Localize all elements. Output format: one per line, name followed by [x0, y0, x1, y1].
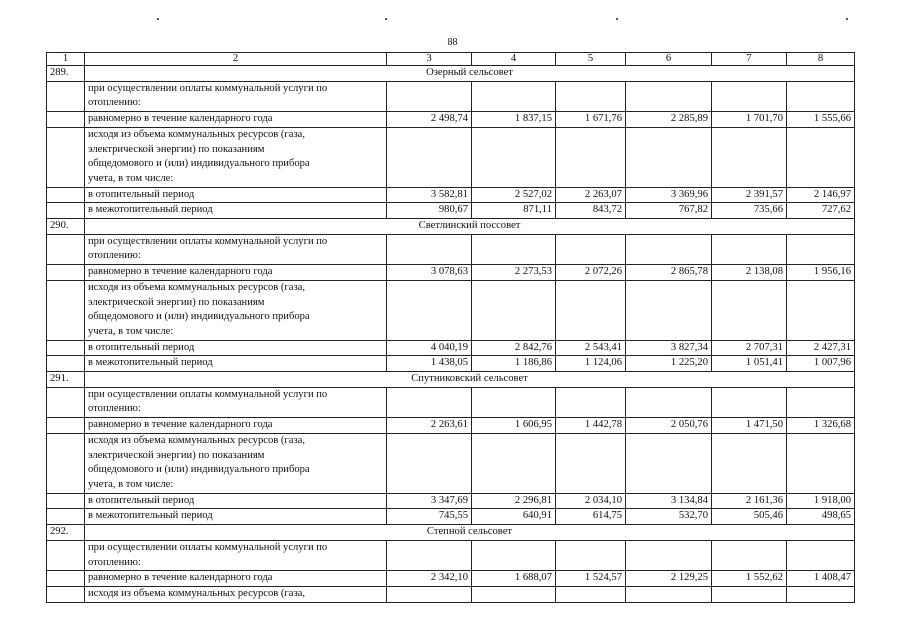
- table-row: [47, 81, 855, 111]
- value-cell: 1 007,96: [787, 356, 855, 372]
- table-row: [47, 433, 855, 493]
- value-cell: 1 524,57: [556, 571, 626, 587]
- row-index-cell: [47, 586, 85, 602]
- value-cell: 3 078,63: [387, 265, 472, 281]
- value-cell: [556, 387, 626, 417]
- section-name: Озерный сельсовет: [85, 66, 855, 82]
- value-cell: [387, 387, 472, 417]
- row-label: в межотопительный период: [85, 509, 387, 525]
- section-name: Спутниковский сельсовет: [85, 372, 855, 388]
- section-index: 289.: [47, 66, 85, 82]
- value-cell: [387, 127, 472, 187]
- value-cell: 1 051,41: [712, 356, 787, 372]
- row-index-cell: [47, 418, 85, 434]
- row-label: при осуществлении оплаты коммунальной услуги по отоплению:: [85, 81, 387, 111]
- value-cell: 614,75: [556, 509, 626, 525]
- table-row: [47, 356, 855, 372]
- row-index-cell: [47, 127, 85, 187]
- value-cell: [787, 127, 855, 187]
- value-cell: 2 034,10: [556, 493, 626, 509]
- value-cell: [712, 234, 787, 264]
- section-header-row: [47, 66, 855, 82]
- row-index-cell: [47, 340, 85, 356]
- value-cell: 1 225,20: [626, 356, 712, 372]
- value-cell: [472, 234, 556, 264]
- value-cell: 727,62: [787, 203, 855, 219]
- tariff-table: [46, 52, 855, 603]
- row-index-cell: [47, 356, 85, 372]
- page-number: 88: [447, 37, 458, 48]
- value-cell: 1 471,50: [712, 418, 787, 434]
- section-name: Светлинский поссовет: [85, 219, 855, 235]
- column-header: 5: [556, 53, 626, 66]
- table-row: [47, 127, 855, 187]
- scan-dot: [846, 18, 848, 20]
- value-cell: [556, 280, 626, 340]
- row-index-cell: [47, 112, 85, 128]
- row-index-cell: [47, 433, 85, 493]
- row-label: исходя из объема коммунальных ресурсов (газа,: [85, 586, 387, 602]
- table-row: [47, 540, 855, 570]
- scan-dot: [616, 18, 618, 20]
- value-cell: [712, 127, 787, 187]
- value-cell: 2 427,31: [787, 340, 855, 356]
- value-cell: [387, 433, 472, 493]
- row-label: в межотопительный период: [85, 203, 387, 219]
- value-cell: 1 956,16: [787, 265, 855, 281]
- scan-dot: [385, 18, 387, 20]
- row-index-cell: [47, 187, 85, 203]
- value-cell: [787, 387, 855, 417]
- value-cell: 2 527,02: [472, 187, 556, 203]
- value-cell: 1 671,76: [556, 112, 626, 128]
- value-cell: 3 369,96: [626, 187, 712, 203]
- value-cell: 532,70: [626, 509, 712, 525]
- value-cell: 505,46: [712, 509, 787, 525]
- value-cell: 1 326,68: [787, 418, 855, 434]
- value-cell: 2 842,76: [472, 340, 556, 356]
- column-header: 3: [387, 53, 472, 66]
- row-label: при осуществлении оплаты коммунальной услуги по отоплению:: [85, 540, 387, 570]
- row-label: равномерно в течение календарного года: [85, 112, 387, 128]
- value-cell: [472, 586, 556, 602]
- value-cell: 3 134,84: [626, 493, 712, 509]
- row-index-cell: [47, 234, 85, 264]
- value-cell: [626, 540, 712, 570]
- value-cell: [626, 433, 712, 493]
- table-row: [47, 418, 855, 434]
- value-cell: 2 050,76: [626, 418, 712, 434]
- row-label: исходя из объема коммунальных ресурсов (газа, электрической энергии) по показаниям общедомового и (или) индивидуального прибора учета, в том числе:: [85, 280, 387, 340]
- value-cell: [472, 280, 556, 340]
- value-cell: 3 827,34: [626, 340, 712, 356]
- value-cell: 2 342,10: [387, 571, 472, 587]
- value-cell: 4 040,19: [387, 340, 472, 356]
- column-header: 1: [47, 53, 85, 66]
- value-cell: 745,55: [387, 509, 472, 525]
- value-cell: 2 296,81: [472, 493, 556, 509]
- table-row: [47, 280, 855, 340]
- value-cell: 2 498,74: [387, 112, 472, 128]
- value-cell: 1 918,00: [787, 493, 855, 509]
- value-cell: 1 186,86: [472, 356, 556, 372]
- value-cell: [472, 81, 556, 111]
- row-index-cell: [47, 540, 85, 570]
- scan-dot: [157, 18, 159, 20]
- section-index: 290.: [47, 219, 85, 235]
- table-row: [47, 571, 855, 587]
- value-cell: 1 408,47: [787, 571, 855, 587]
- value-cell: [387, 586, 472, 602]
- value-cell: [712, 81, 787, 111]
- value-cell: [787, 540, 855, 570]
- table-row: [47, 493, 855, 509]
- value-cell: [626, 127, 712, 187]
- value-cell: 1 438,05: [387, 356, 472, 372]
- table-row: [47, 265, 855, 281]
- value-cell: [787, 586, 855, 602]
- value-cell: [787, 433, 855, 493]
- value-cell: [472, 127, 556, 187]
- row-index-cell: [47, 280, 85, 340]
- table-row: [47, 387, 855, 417]
- column-header: 4: [472, 53, 556, 66]
- value-cell: 2 543,41: [556, 340, 626, 356]
- table-row: [47, 340, 855, 356]
- row-label: равномерно в течение календарного года: [85, 265, 387, 281]
- table-row: [47, 187, 855, 203]
- value-cell: 1 124,06: [556, 356, 626, 372]
- value-cell: [626, 81, 712, 111]
- value-cell: 1 442,78: [556, 418, 626, 434]
- table-row: [47, 203, 855, 219]
- value-cell: 1 552,62: [712, 571, 787, 587]
- table-row: [47, 234, 855, 264]
- value-cell: [626, 586, 712, 602]
- value-cell: [387, 81, 472, 111]
- value-cell: 2 263,61: [387, 418, 472, 434]
- value-cell: [387, 234, 472, 264]
- value-cell: [387, 280, 472, 340]
- value-cell: [787, 81, 855, 111]
- value-cell: [712, 586, 787, 602]
- section-name: Степной сельсовет: [85, 525, 855, 541]
- row-label: в отопительный период: [85, 187, 387, 203]
- value-cell: [556, 586, 626, 602]
- row-index-cell: [47, 509, 85, 525]
- value-cell: 3 582,81: [387, 187, 472, 203]
- column-header: 2: [85, 53, 387, 66]
- header-row: [47, 53, 855, 66]
- value-cell: [626, 387, 712, 417]
- value-cell: [556, 540, 626, 570]
- column-header: 8: [787, 53, 855, 66]
- section-header-row: [47, 219, 855, 235]
- section-header-row: [47, 525, 855, 541]
- value-cell: 2 161,36: [712, 493, 787, 509]
- value-cell: 2 138,08: [712, 265, 787, 281]
- value-cell: 767,82: [626, 203, 712, 219]
- value-cell: 1 688,07: [472, 571, 556, 587]
- row-index-cell: [47, 265, 85, 281]
- value-cell: 3 347,69: [387, 493, 472, 509]
- row-label: при осуществлении оплаты коммунальной услуги по отоплению:: [85, 234, 387, 264]
- value-cell: [626, 280, 712, 340]
- row-index-cell: [47, 571, 85, 587]
- value-cell: 843,72: [556, 203, 626, 219]
- value-cell: 1 837,15: [472, 112, 556, 128]
- value-cell: 1 701,70: [712, 112, 787, 128]
- value-cell: [787, 280, 855, 340]
- column-header: 7: [712, 53, 787, 66]
- row-label: при осуществлении оплаты коммунальной услуги по отоплению:: [85, 387, 387, 417]
- value-cell: 2 129,25: [626, 571, 712, 587]
- value-cell: 980,67: [387, 203, 472, 219]
- value-cell: [556, 127, 626, 187]
- value-cell: [387, 540, 472, 570]
- row-index-cell: [47, 81, 85, 111]
- value-cell: [472, 387, 556, 417]
- section-index: 292.: [47, 525, 85, 541]
- value-cell: 2 707,31: [712, 340, 787, 356]
- value-cell: 2 072,26: [556, 265, 626, 281]
- value-cell: [787, 234, 855, 264]
- row-label: в отопительный период: [85, 340, 387, 356]
- value-cell: 2 865,78: [626, 265, 712, 281]
- value-cell: 2 273,53: [472, 265, 556, 281]
- section-index: 291.: [47, 372, 85, 388]
- value-cell: [712, 387, 787, 417]
- value-cell: 1 555,66: [787, 112, 855, 128]
- table-row: [47, 509, 855, 525]
- value-cell: 2 285,89: [626, 112, 712, 128]
- value-cell: 498,65: [787, 509, 855, 525]
- value-cell: 2 263,07: [556, 187, 626, 203]
- row-index-cell: [47, 387, 85, 417]
- table-row: [47, 586, 855, 602]
- value-cell: [712, 280, 787, 340]
- column-header: 6: [626, 53, 712, 66]
- row-label: исходя из объема коммунальных ресурсов (газа, электрической энергии) по показаниям общедомового и (или) индивидуального прибора учета, в том числе:: [85, 127, 387, 187]
- row-label: равномерно в течение календарного года: [85, 418, 387, 434]
- row-index-cell: [47, 493, 85, 509]
- row-label: равномерно в течение календарного года: [85, 571, 387, 587]
- value-cell: 2 391,57: [712, 187, 787, 203]
- row-index-cell: [47, 203, 85, 219]
- value-cell: [556, 234, 626, 264]
- row-label: в отопительный период: [85, 493, 387, 509]
- value-cell: [712, 540, 787, 570]
- value-cell: [472, 433, 556, 493]
- value-cell: [556, 433, 626, 493]
- value-cell: [556, 81, 626, 111]
- value-cell: [626, 234, 712, 264]
- value-cell: 735,66: [712, 203, 787, 219]
- table-body: [47, 53, 855, 603]
- section-header-row: [47, 372, 855, 388]
- row-label: исходя из объема коммунальных ресурсов (газа, электрической энергии) по показаниям общедомового и (или) индивидуального прибора учета, в том числе:: [85, 433, 387, 493]
- row-label: в межотопительный период: [85, 356, 387, 372]
- value-cell: 1 606,95: [472, 418, 556, 434]
- value-cell: [472, 540, 556, 570]
- value-cell: [712, 433, 787, 493]
- value-cell: 871,11: [472, 203, 556, 219]
- value-cell: 2 146,97: [787, 187, 855, 203]
- table-row: [47, 112, 855, 128]
- value-cell: 640,91: [472, 509, 556, 525]
